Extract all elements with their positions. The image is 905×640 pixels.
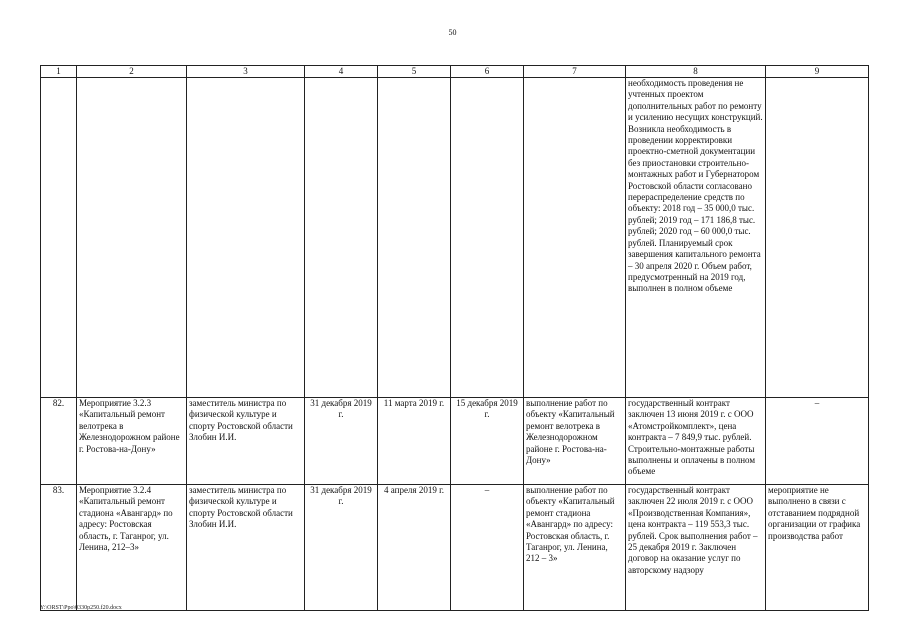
- column-header: 7: [524, 66, 626, 78]
- status-cell: государственный контракт заключен 22 июля 2019 г. с ООО «Производственная Компания», цена контракта – 119 553,3 тыс. рублей. Срок выполнения работ – 25 декабря 2019 г. Заключен договор на оказание услуг по авторскому надзору: [626, 485, 766, 611]
- report-table: [40, 65, 869, 611]
- end-date-cell: –: [451, 485, 524, 611]
- page-number: 50: [448, 28, 457, 37]
- column-header: 9: [766, 66, 869, 78]
- event-cell: Мероприятие 3.2.3 «Капитальный ремонт велотрека в Железнодорожном районе г. Ростова-на-Дону»: [77, 398, 187, 485]
- plan-date-cell: 31 декабря 2019 г.: [305, 398, 378, 485]
- column-header: 5: [378, 66, 451, 78]
- empty-cell: [766, 78, 869, 398]
- column-header: 2: [77, 66, 187, 78]
- document-file-path: Y:\ORST\Ppo\0330p250.f20.docx: [40, 605, 122, 611]
- column-header: 4: [305, 66, 378, 78]
- status-cell: необходимость проведения не учтенных проектом дополнительных работ по ремонту и усилению несущих конструкций. Возникла необходимость в проведении корректировки проектно-сметной документации без приостановки строительно-монтажных работ и Губернатором Ростовской области согласовано перераспределение средств по объекту: 2018 год – 35 000,0 тыс. рублей; 2019 год – 171 186,8 тыс. рублей; 2020 год – 60 000,0 тыс. рублей. Планируемый срок завершения капитального ремонта – 30 апреля 2020 г. Объем работ, предусмотренный на 2019 год, выполнен в полном объеме: [626, 78, 766, 398]
- empty-cell: [451, 78, 524, 398]
- event-cell: Мероприятие 3.2.4 «Капитальный ремонт стадиона «Авангард» по адресу: Ростовская область, г. Таганрог, ул. Ленина, 212–3»: [77, 485, 187, 611]
- plan-date-cell: 31 декабря 2019 г.: [305, 485, 378, 611]
- empty-cell: [305, 78, 378, 398]
- empty-cell: [187, 78, 305, 398]
- status-cell: государственный контракт заключен 13 июня 2019 г. с ООО «Атомстройкомплект», цена контракта – 7 849,9 тыс. рублей. Строительно-монтажные работы выполнены и оплачены в полном объеме: [626, 398, 766, 485]
- note-cell: мероприятие не выполнено в связи с отставанием подрядной организации от графика производства работ: [766, 485, 869, 611]
- end-date-cell: 15 декабря 2019 г.: [451, 398, 524, 485]
- responsible-cell: заместитель министра по физической культуре и спорту Ростовской области Злобин И.И.: [187, 398, 305, 485]
- column-header: 1: [41, 66, 77, 78]
- row-number: 83.: [41, 485, 77, 611]
- table-row: [41, 398, 869, 485]
- column-header: 8: [626, 66, 766, 78]
- column-header: 6: [451, 66, 524, 78]
- empty-cell: [41, 78, 77, 398]
- column-number-row: [41, 66, 869, 78]
- table-row: [41, 485, 869, 611]
- empty-cell: [378, 78, 451, 398]
- start-date-cell: 4 апреля 2019 г.: [378, 485, 451, 611]
- column-header: 3: [187, 66, 305, 78]
- start-date-cell: 11 марта 2019 г.: [378, 398, 451, 485]
- row-number: 82.: [41, 398, 77, 485]
- empty-cell: [524, 78, 626, 398]
- continuation-row: [41, 78, 869, 398]
- note-cell: –: [766, 398, 869, 485]
- result-cell: выполнение работ по объекту «Капитальный ремонт стадиона «Авангард» по адресу: Ростовская область, г. Таганрог, ул. Ленина, 212 – 3»: [524, 485, 626, 611]
- result-cell: выполнение работ по объекту «Капитальный ремонт велотрека в Железнодорожном районе г. Ростова-на-Дону»: [524, 398, 626, 485]
- empty-cell: [77, 78, 187, 398]
- responsible-cell: заместитель министра по физической культуре и спорту Ростовской области Злобин И.И.: [187, 485, 305, 611]
